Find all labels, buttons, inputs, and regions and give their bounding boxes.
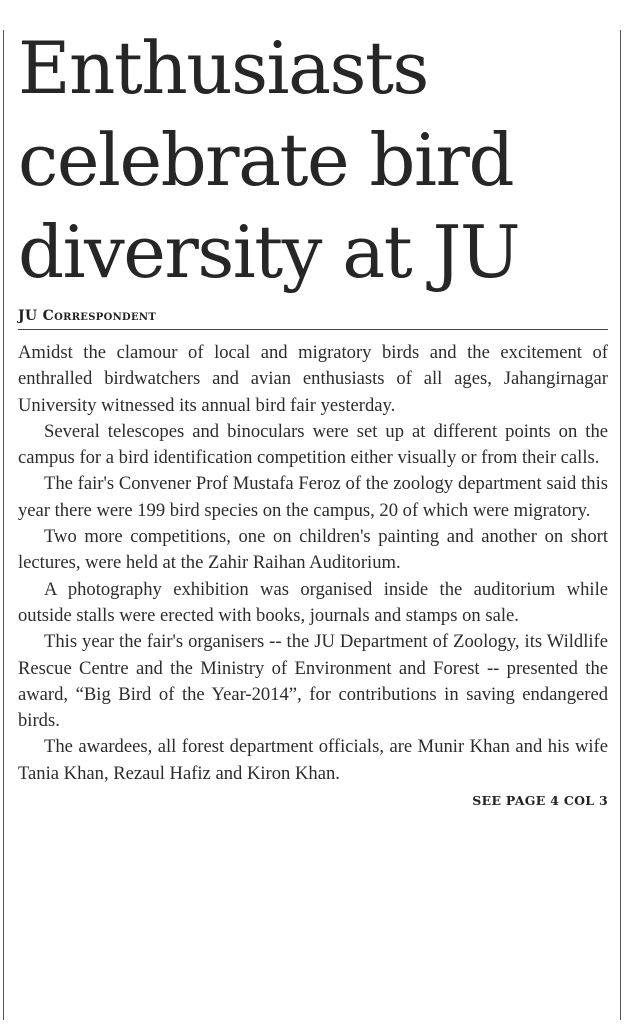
headline-line: diversity at JU	[18, 210, 520, 294]
paragraph: Two more competitions, one on children's painting and another on short lectures, were held at the Zahir Raihan Auditorium.	[18, 526, 608, 574]
paragraph: The fair's Convener Prof Mustafa Feroz of the zoology department said this year there were 199 bird species on the campus, 20 of which were migratory.	[18, 473, 608, 521]
article-body	[18, 340, 608, 787]
paragraph: A photography exhibition was organised inside the auditorium while outside stalls were erected with books, journals and stamps on sale.	[18, 578, 608, 626]
continuation-jump-line: SEE PAGE 4 COL 3	[472, 793, 608, 809]
news-article	[18, 22, 608, 808]
byline-role: Correspondent	[42, 308, 157, 324]
headline-line: Enthusiasts	[18, 26, 428, 110]
headline	[18, 22, 608, 298]
headline-line: celebrate bird	[18, 118, 514, 202]
column-rule-right	[620, 30, 621, 1020]
byline	[18, 308, 608, 330]
paragraph: Amidst the clamour of local and migratory birds and the excitement of enthralled birdwatchers and avian enthusiasts of all ages, Jahangirnagar University witnessed its annual bird fair yesterday.	[18, 342, 608, 416]
byline-prefix: JU	[18, 308, 38, 324]
column-rule-left	[3, 30, 4, 1020]
paragraph: The awardees, all forest department officials, are Munir Khan and his wife Tania Khan, Rezaul Hafiz and Kiron Khan.	[18, 736, 608, 784]
paragraph: Several telescopes and binoculars were set up at different points on the campus for a bird identification competition either visually or from their calls.	[18, 420, 608, 469]
paragraph: This year the fair's organisers -- the JU Department of Zoology, its Wildlife Rescue Centre and the Ministry of Environment and Forest -- presented the award, “Big Bird of the Year-2014”, for contributions in saving endangered birds.	[18, 631, 608, 732]
